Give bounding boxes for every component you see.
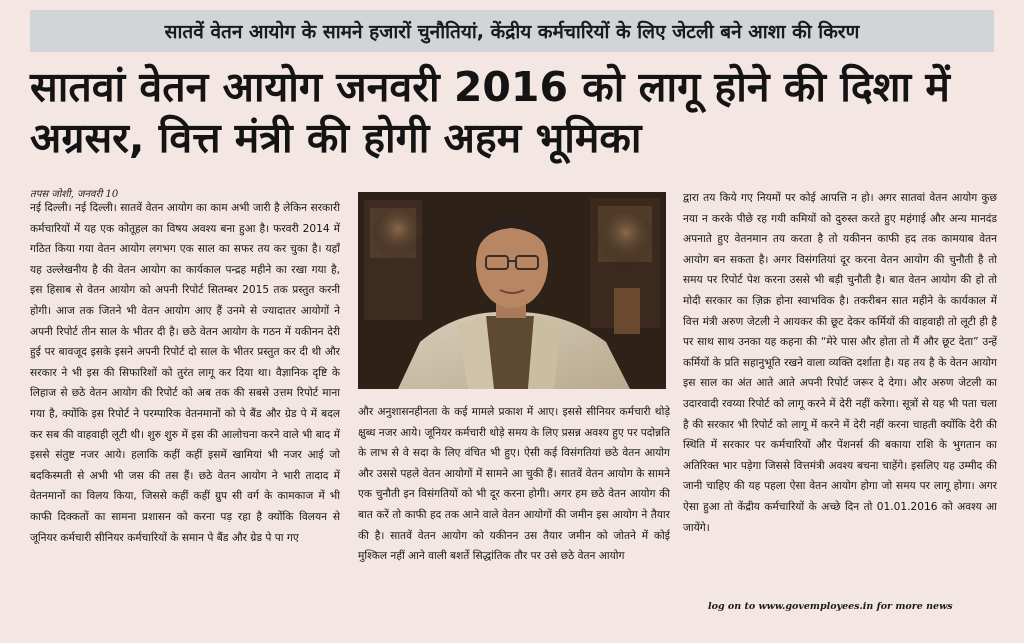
body-column-2: और अनुशासनहीनता के कई मामले प्रकाश में आए। इससे सीनियर कर्मचारी थोड़े क्षुब्ध नजर आये। जूनियर कर्मचारी थोड़े समय के लिए प्रसन्न अवश्य हुए पर पदोन्नति के लाभ से वे सदा के लिए वंचित भी हुए। ऐसी कई विसंगतियां छठे वेतन आयोग और उससे पहले वेतन आयोगों में सामने आ चुकी हैं। सातवें वेतन आयोग के सामने एक चुनौती इन विसंगतियों को भी दूर करना होगी। अगर हम छठे वेतन आयोग की बात करें तो काफी हद तक आने वाले वेतन आयोगों की जमीन इस आयोग ने तैयार की है। सातवें वेतन आयोग को यकीनन उस तैयार जमीन को जोतने में कोई मुश्किल नहीं आने वाली बशर्ते सिद्धांतिक तौर पर उसे छठे वेतन आयोग [358, 406, 670, 563]
kicker-text: सातवें वेतन आयोग के सामने हजारों चुनौतियां, केंद्रीय कर्मचारियों के लिए जेटली बने आशा की किरण [164, 21, 860, 43]
body-column-1: नई दिल्ली। नई दिल्ली। सातवें वेतन आयोग का काम अभी जारी है लेकिन सरकारी कर्मचारियों में यह एक कोतूहल का विषय अवश्य बना हुआ है। फरवरी 2014 में गठित किया गया वेतन आयोग लगभग एक साल का सफर तय कर चुका है। यहाँ यह उल्लेखनीय है की वेतन आयोग का कार्यकाल पन्द्रह महीने का रखा गया है, इस हिसाब से वेतन आयोग को अपनी रिपोर्ट सितम्बर 2015 तक प्रस्तुत करनी होगी। आज तक जितने भी वेतन आयोग आए हैं उनमे से ज्यादातर आयोगों ने अपनी रिपोर्ट तीन साल के भीतर दी है। छठे वेतन आयोग के गठन में यकीनन देरी हुई पर बावजूद इसके इसने अपनी रिपोर्ट दो साल के भीतर प्रस्तुत कर दी थी और सरकार ने भी इस की सिफारिशों को तुरंत लागू कर दिया था। वैज्ञानिक दृष्टि के लिहाज से छठे वेतन आयोग की रिपोर्ट को अब तक की सबसे उत्तम रिपोर्ट माना गया है, क्योंकि इस रिपोर्ट ने परम्पारिक वेतनमानों को पे बैंड और ग्रेड पे में बदल कर सब की वाहवाही लूटी थी। शुरु शुरु में इस की आलोचना करने वाले भी बाद में इससे संतुष्ट नजर आये। हलाकि कहीं कहीं इसमें खामियां भी नजर आई जो बदकिस्मती से अभी भी जस की तस हैं। छठे वेतन आयोग ने भारी तादाद में वेतनमानों का विलय किया, जिससे कहीं कहीं ग्रुप सी वर्ग के कामकाज में भी काफी दिक्कतों का सामना प्रशासन को करना पड़ रहा है क्योंकि विलयन से जूनियर कर्मचारी सीनियर कर्मचारियों के समान पे बैंड और ग्रेड पे पा गए [30, 202, 340, 544]
portrait-image [358, 192, 666, 389]
byline: तपस जोशी, जनवरी 10 [30, 189, 119, 200]
headline: सातवां वेतन आयोग जनवरी 2016 को लागू होने की दिशा में अग्रसर, वित्त मंत्री की होगी अहम भूमिका [30, 63, 950, 162]
body-column-3: द्वारा तय किये गए नियमों पर कोई आपत्ति न हो। अगर सातवां वेतन आयोग कुछ नया न करके पीछे रह गयी कमियों को दुरुस्त करते हुए महंगाई और अन्य मानदंड अपनाते हुए वेतनमान तय करता है तो यकीनन काफी हद तक कामयाब वेतन आयोग बन सकता है। अगर विसंगतियां दूर करना वेतन आयोग की चुनौती है तो समय पर रिपोर्ट पेश करना उससे भी बड़ी चुनौती है। बात वेतन आयोग की हो तो मोदी सरकार का ज़िक्र होना स्वाभविक है। तकरीबन सात महीने के कार्यकाल में वित्त मंत्री अरुण जेटली ने आयकर की छूट देकर कर्मियों की वाहवाही तो लूटी ही है पर साथ साथ उनका यह कहना की “मेरे पास और होता तो मैं और छूट देता” उन्हें कर्मियों के प्रति सहानुभूति रखने वाला व्यक्ति दर्शाता है। यह तय है के वेतन आयोग इस साल का अंत आते आते अपनी रिपोर्ट जरूर दे देगा। और अरुण जेटली का उदारवादी रवय्या रिपोर्ट को लागू करने में देरी नहीं करेगा। सूत्रों से यह भी पता चला है की सरकार भी रिपोर्ट को लागू में करने में देरी नहीं करना चाहती क्योंकि देरी की स्थिति में सरकार पर कर्मचारियों और पेंशनर्स की बकाया राशि के भुगतान का अतिरिक्त भार पड़ेगा जिससे वित्तमंत्री अवश्य बचना चाहेंगे। इसलिए यह उम्मीद की जानी चाहिए की यह पहला ऐसा वेतन आयोग होगा जो समय पर लागू होगा। अगर ऐसा हुआ तो केंद्रीय कर्मचारियों के अच्छे दिन तो 01.01.2016 को अवश्य आ जायेंगे। [683, 192, 997, 534]
kicker-banner [30, 10, 994, 52]
article-photo [358, 192, 666, 389]
footer-note: log on to www.govemployees.in for more news [708, 601, 953, 612]
